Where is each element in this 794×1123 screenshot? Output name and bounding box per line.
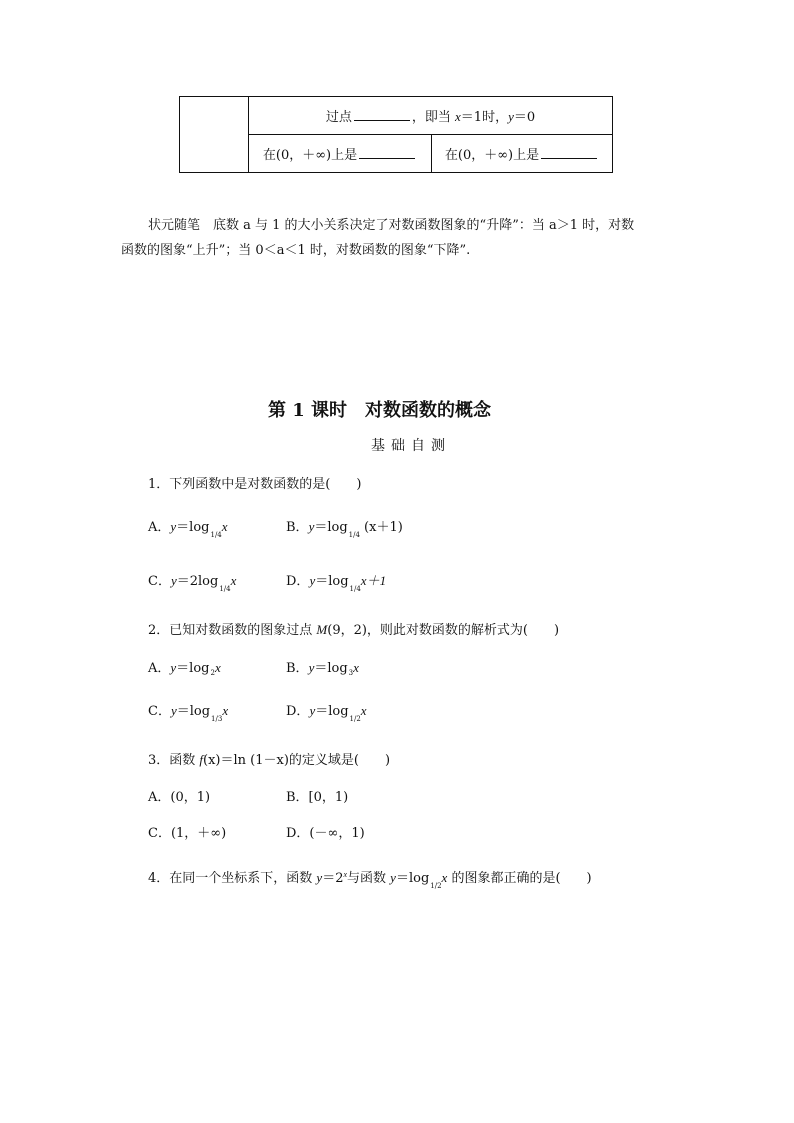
log-text: ＝log: [176, 520, 210, 535]
question-4-stem: [148, 867, 592, 890]
monotonic-cell-right: [432, 135, 613, 173]
var-y: y: [316, 870, 323, 885]
question-1-stem: 1．下列函数中是对数函数的是( ): [148, 477, 362, 492]
var-y: y: [308, 660, 315, 675]
fixed-point-label: 过点: [325, 110, 352, 125]
option-label: B．: [286, 661, 309, 676]
log-text: ＝log: [315, 704, 349, 719]
stem-text: 4．在同一个坐标系下，函数: [148, 871, 317, 886]
option-label: D．: [286, 574, 310, 589]
q2-option-c[interactable]: [148, 700, 229, 723]
var-x: x: [455, 109, 461, 124]
log-text: ＝log: [314, 520, 348, 535]
stem-text: ＝2: [322, 871, 344, 886]
log-base: 1/4: [219, 585, 231, 593]
stem-text: 的图象都正确的是( ): [447, 871, 592, 886]
log-base: 1/4: [349, 585, 361, 593]
q2-option-a[interactable]: [148, 657, 221, 676]
stem-text: 3．函数: [148, 753, 200, 768]
log-text: ＝2log: [176, 574, 219, 589]
answer-blank[interactable]: [354, 109, 410, 121]
q2-option-b[interactable]: [286, 657, 359, 676]
var-y: y: [309, 703, 316, 718]
question-3-stem: [148, 749, 390, 768]
monotonic-label: 在(0，＋∞)上是: [444, 148, 540, 163]
eq-text: ＝1时，: [460, 110, 509, 125]
log-text: ＝log: [176, 704, 211, 719]
var-y: y: [170, 519, 177, 534]
exponent-x: x: [343, 870, 348, 879]
option-label: D．: [286, 704, 310, 719]
log-text: ＝log: [395, 871, 430, 886]
option-label: C．: [148, 574, 171, 589]
q3-option-d[interactable]: D．(－∞，1): [286, 826, 365, 841]
var-y: y: [508, 109, 514, 124]
q1-option-a[interactable]: [148, 516, 228, 539]
stem-text: 与函数: [347, 871, 391, 886]
stem-text: (x)＝ln (1－x)的定义域是( ): [203, 753, 391, 768]
q3-option-b[interactable]: B．[0，1): [286, 790, 349, 805]
q1-option-b[interactable]: [286, 516, 403, 539]
answer-blank[interactable]: [541, 147, 597, 159]
log-base: 2: [210, 669, 215, 677]
log-base: 1/3: [211, 715, 223, 723]
var-y: y: [308, 519, 315, 534]
var-x: x: [222, 703, 229, 718]
option-label: C．: [148, 704, 171, 719]
var-y: y: [170, 703, 177, 718]
var-x: x: [214, 660, 221, 675]
option-label: A．: [148, 661, 171, 676]
eq-text: ＝0: [513, 110, 536, 125]
log-base: 1/4: [348, 531, 360, 539]
var-x: x: [360, 703, 367, 718]
point-M: M: [316, 622, 328, 637]
q1-option-d[interactable]: [286, 570, 387, 593]
monotonic-label: 在(0，＋∞)上是: [262, 148, 358, 163]
stem-text: 2．已知对数函数的图象过点: [148, 623, 317, 638]
question-2-stem: [148, 619, 559, 638]
log-properties-table: [179, 96, 613, 173]
answer-blank[interactable]: [359, 147, 415, 159]
func-f: f: [199, 752, 204, 767]
lesson-title: 第 1 课时 对数函数的概念: [268, 400, 492, 421]
log-base: 1/2: [349, 715, 361, 723]
var-y: y: [390, 870, 396, 885]
var-x: x: [353, 660, 359, 675]
var-x: x: [230, 573, 237, 588]
monotonic-cell-left: [249, 135, 432, 173]
q2-option-d[interactable]: [286, 700, 367, 723]
var-y: y: [309, 573, 316, 588]
log-base: 1/4: [210, 531, 222, 539]
fixed-point-mid: ，即当: [411, 110, 451, 125]
var-x: x: [221, 519, 228, 534]
log-arg: x＋1: [360, 573, 387, 588]
log-base: 1/2: [430, 882, 442, 890]
var-y: y: [170, 660, 177, 675]
table-empty-cell: [180, 97, 249, 173]
fixed-point-cell: [249, 97, 613, 135]
q1-option-c[interactable]: [148, 570, 237, 593]
option-label: A．: [148, 520, 171, 535]
q3-option-c[interactable]: C．(1，＋∞): [148, 826, 227, 841]
log-arg: (x＋1): [359, 520, 403, 535]
option-label: B．: [286, 520, 309, 535]
log-base: 3: [348, 669, 354, 677]
stem-text: (9，2)，则此对数函数的解析式为( ): [327, 623, 560, 638]
note-line-2: 函数的图象“上升”；当 0＜a＜1 时，对数函数的图象“下降”.: [121, 243, 471, 258]
q3-option-a[interactable]: A．(0，1): [148, 790, 211, 805]
log-text: ＝log: [314, 661, 348, 676]
log-text: ＝log: [176, 661, 210, 676]
log-text: ＝log: [315, 574, 349, 589]
var-y: y: [170, 573, 177, 588]
note-line-1: 状元随笔 底数 a 与 1 的大小关系决定了对数函数图象的“升降”：当 a＞1 时，对数: [148, 218, 635, 233]
section-subtitle: 基础自测: [371, 438, 451, 454]
var-x: x: [441, 870, 448, 885]
